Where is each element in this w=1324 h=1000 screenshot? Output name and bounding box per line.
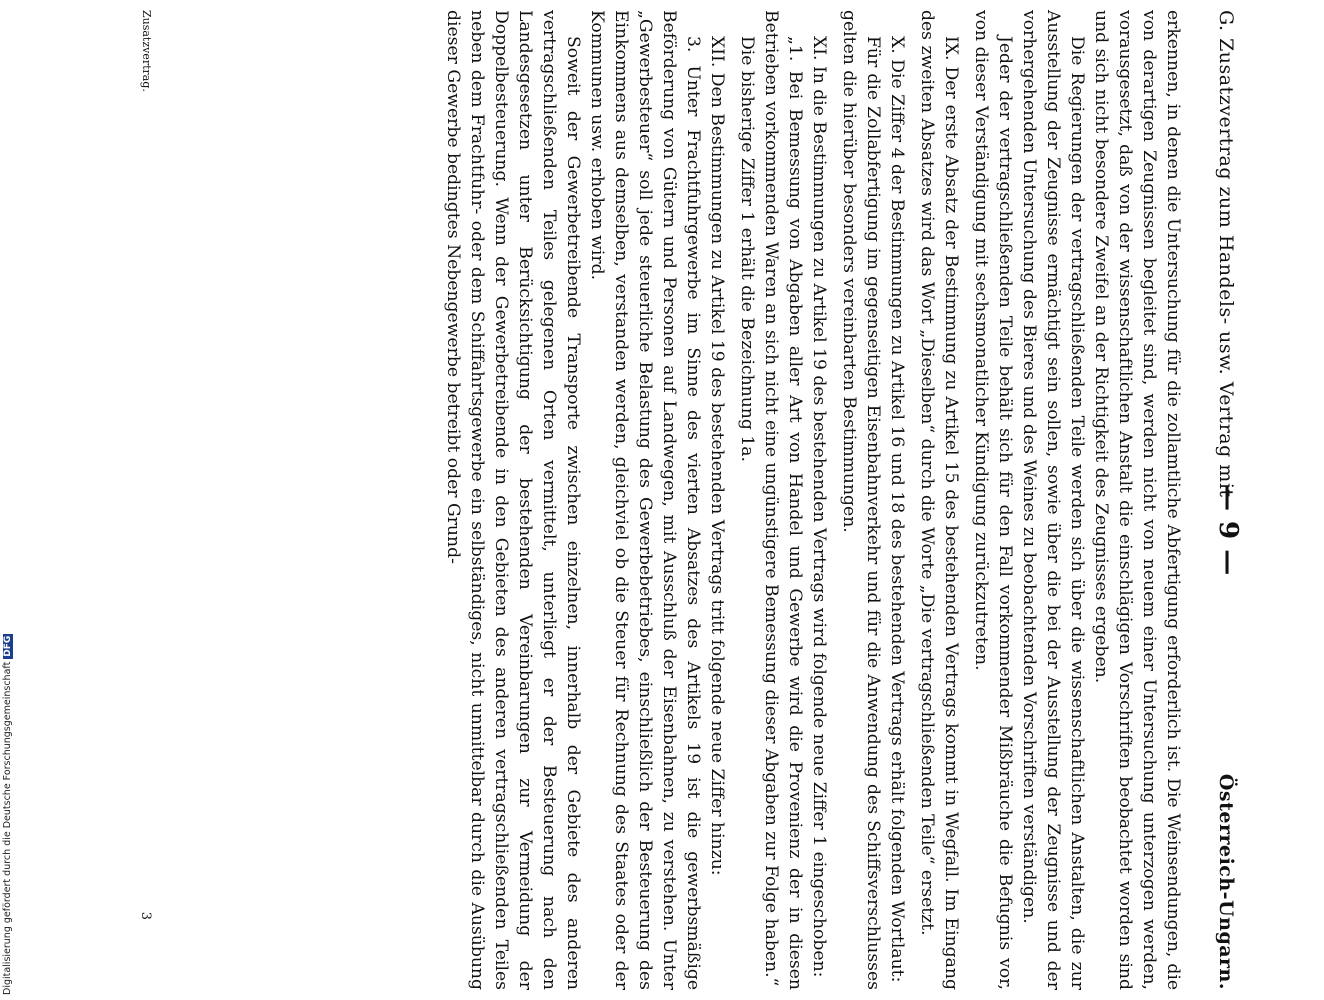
- document-page: [113, 10, 1243, 990]
- paragraph: Soweit der Gewerbetreibende Transporte zwischen einzelnen, innerhalb der Gebiete des anderen vertragschließenden Teiles gelegenen Orten vermittelt, unterliegt er der Besteuerung nach den Landesgesetzen unter Berücksichtigung der bestehenden Vereinbarungen zur Vermeidung der Doppelbesteuerung. Wenn der Gewerbetreibende in den Gebieten des anderen vertragschließenden Teiles neben dem Frachtfuhr- oder dem Schiffahrtsgewerbe ein selbständiges, nicht unmittelbar durch die Ausübung dieser Gewerbe bedingtes Nebengewerbe betreibt oder Grund-: [443, 10, 583, 990]
- paragraph: Jeder der vertragschließenden Teile behält sich für den Fall vorkommender Mißbräuche die Befugnis vor, von dieser Verständigung mit sechsmonatlicher Kündigung zurückzutreten.: [971, 10, 1015, 990]
- header-title: G. Zusatzvertrag zum Handels- usw. Vertrag mit: [1215, 10, 1237, 498]
- paragraph: Die bisherige Ziffer 1 erhält die Bezeichnung 1a.: [737, 36, 757, 462]
- signature-number: 3: [138, 911, 153, 920]
- section-x: X. Die Ziffer 4 der Bestimmungen zu Artikel 16 und 18 des bestehenden Vertrags erhält folgenden Wortlaut:: [887, 36, 907, 983]
- dfg-logo: DFG: [3, 635, 13, 657]
- credit-text: Digitalisierung gefördert durch die Deutsche Forschungsgemeinschaft: [2, 661, 13, 995]
- section-xi: XI. In die Bestimmungen zu Artikel 19 des bestehenden Vertrags wird folgende neue Ziffer 1 eingeschoben:: [809, 36, 829, 978]
- paragraph: Die Regierungen der vertragschließenden Teile werden sich über die wissenschaftlichen Anstalten, die zur Ausstellung der Zeugnisse ermächtigt sein sollen, sowie über die bei der Ausstellung der Zeugnisse und der vorhergehenden Untersuchung des Bieres und des Weines zu beobachtenden Vorschriften verständigen.: [1019, 10, 1087, 990]
- paragraph: Für die Zollabfertigung im gegenseitigen Eisenbahnverkehr und für die Anwendung des Schiffsverschlusses gelten die hierüber besonders vereinbarten Bestimmungen.: [839, 10, 883, 990]
- document-body: [441, 10, 1185, 990]
- paragraph: „1. Bei Bemessung von Abgaben aller Art von Handel und Gewerbe wird die Provenienz der in diesen Betrieben vorkommenden Waren an sich nicht eine ungünstigere Bemessung dieser Abgaben zur Folge haben.“: [761, 10, 805, 990]
- header-country: Österreich-Ungarn.: [1215, 773, 1237, 990]
- page-number: — 9 —: [1213, 485, 1243, 576]
- digitization-credit: [2, 595, 14, 995]
- section-xii: XII. Den Bestimmungen zu Artikel 19 des bestehenden Vertrags tritt folgende neue Ziffer hinzu:: [707, 36, 727, 876]
- running-header: [1203, 10, 1243, 990]
- signature-mark: Zusatzvertrag.: [140, 10, 153, 92]
- paragraph: 3. Unter Frachtfuhrgewerbe im Sinne des vierten Absatzes des Artikels 19 ist die gewerbsmäßige Beförderung von Gütern und Personen auf Landwegen, mit Ausschluß der Eisenbahnen, zu verstehen. Unter „Gewerbesteuer“ soll jede steuerliche Belastung des Gewerbebetriebes, einschließlich der Besteuerung des Einkommens aus demselben, verstanden werden, gleichviel ob die Steuer für Rechnung des Staates oder der Kommunen usw. erhoben wird.: [587, 10, 703, 990]
- section-ix: IX. Der erste Absatz der Bestimmung zu Artikel 15 des bestehenden Vertrags kommt in Wegfall. Im Eingang des zweiten Absatzes wird das Wort „Dieselben“ durch die Worte „Die vertragschließenden Teile“ ersetzt.: [917, 10, 961, 990]
- paragraph: erkennen, in denen die Untersuchung für die zollamtliche Abfertigung erforderlich ist. Die Weinsendungen, die von derartigen Zeugnissen begleitet sind, werden nicht von neuem einer Untersuchung unterzogen werden, vorausgesetzt, daß von der wissenschaftlichen Anstalt die einschlägigen Vorschriften beobachtet worden sind und sich nicht besondere Zweifel an der Richtigkeit des Zeugnisses ergeben.: [1091, 10, 1183, 990]
